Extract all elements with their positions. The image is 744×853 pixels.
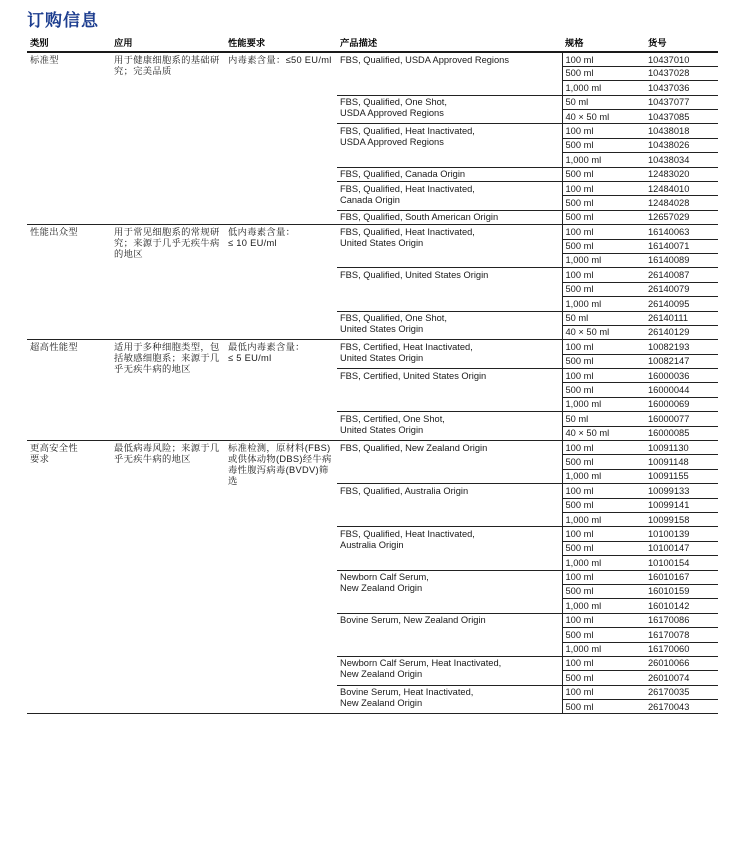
catalog-number: 26140079 xyxy=(645,282,718,296)
header-application: 应用 xyxy=(111,37,225,52)
catalog-number: 10437077 xyxy=(645,95,718,109)
table-header-row xyxy=(27,37,718,52)
category-application: 用于健康细胞系的基础研究；完美品质 xyxy=(111,52,225,225)
catalog-number: 10091130 xyxy=(645,441,718,455)
catalog-number: 26140129 xyxy=(645,325,718,339)
catalog-number: 16170078 xyxy=(645,628,718,642)
product-size: 500 ml xyxy=(562,282,645,296)
table-row xyxy=(27,225,718,239)
product-size: 500 ml xyxy=(562,455,645,469)
header-catalog-number: 货号 xyxy=(645,37,718,52)
product-size: 100 ml xyxy=(562,182,645,196)
product-description: FBS, Qualified, Canada Origin xyxy=(337,167,562,181)
product-size: 500 ml xyxy=(562,383,645,397)
product-size: 1,000 ml xyxy=(562,599,645,613)
catalog-number: 10437085 xyxy=(645,110,718,124)
catalog-number: 16010167 xyxy=(645,570,718,584)
catalog-number: 10100147 xyxy=(645,541,718,555)
product-size: 500 ml xyxy=(562,66,645,80)
catalog-number: 26170043 xyxy=(645,700,718,714)
product-size: 40 × 50 ml xyxy=(562,325,645,339)
catalog-number: 10099158 xyxy=(645,513,718,527)
category-requirement: 最低内毒素含量： ≤ 5 EU/ml xyxy=(225,340,337,441)
catalog-number: 10100154 xyxy=(645,556,718,570)
catalog-number: 10438026 xyxy=(645,138,718,152)
category-name: 超高性能型 xyxy=(27,340,111,441)
category-application: 最低病毒风险；来源于几乎无疾牛病的地区 xyxy=(111,441,225,714)
product-size: 500 ml xyxy=(562,584,645,598)
header-description: 产品描述 xyxy=(337,37,562,52)
product-size: 1,000 ml xyxy=(562,297,645,311)
category-requirement: 标准检测，原材料(FBS)或供体动物(DBS)经牛病毒性腹泻病毒(BVDV)筛选 xyxy=(225,441,337,714)
product-size: 100 ml xyxy=(562,369,645,383)
catalog-number: 16000044 xyxy=(645,383,718,397)
catalog-number: 26010066 xyxy=(645,656,718,670)
page-title: 订购信息 xyxy=(27,11,99,31)
product-size: 1,000 ml xyxy=(562,81,645,95)
product-size: 50 ml xyxy=(562,412,645,426)
product-description: FBS, Qualified, Heat Inactivated, Australia Origin xyxy=(337,527,562,570)
table-body xyxy=(27,52,718,714)
product-size: 500 ml xyxy=(562,167,645,181)
catalog-number: 10437036 xyxy=(645,81,718,95)
catalog-number: 10099133 xyxy=(645,484,718,498)
product-size: 100 ml xyxy=(562,685,645,699)
product-size: 100 ml xyxy=(562,225,645,239)
catalog-number: 12657029 xyxy=(645,210,718,224)
catalog-number: 10437028 xyxy=(645,66,718,80)
catalog-number: 26140111 xyxy=(645,311,718,325)
catalog-number: 10099141 xyxy=(645,498,718,512)
catalog-number: 16140089 xyxy=(645,253,718,267)
catalog-number: 26140087 xyxy=(645,268,718,282)
catalog-number: 10091148 xyxy=(645,455,718,469)
product-description: FBS, Qualified, South American Origin xyxy=(337,210,562,224)
header-requirement: 性能要求 xyxy=(225,37,337,52)
product-size: 100 ml xyxy=(562,124,645,138)
product-description: Newborn Calf Serum, New Zealand Origin xyxy=(337,570,562,613)
category-name: 更高安全性 要求 xyxy=(27,441,111,714)
product-description: FBS, Certified, United States Origin xyxy=(337,369,562,412)
product-description: FBS, Qualified, United States Origin xyxy=(337,268,562,311)
product-size: 500 ml xyxy=(562,700,645,714)
product-description: Newborn Calf Serum, Heat Inactivated, New Zealand Origin xyxy=(337,656,562,685)
product-description: FBS, Qualified, Heat Inactivated, United States Origin xyxy=(337,225,562,268)
product-size: 100 ml xyxy=(562,52,645,66)
catalog-number: 16000069 xyxy=(645,397,718,411)
product-size: 40 × 50 ml xyxy=(562,426,645,440)
product-description: FBS, Qualified, Australia Origin xyxy=(337,484,562,527)
product-size: 100 ml xyxy=(562,268,645,282)
product-size: 500 ml xyxy=(562,354,645,368)
category-application: 适用于多种细胞类型，包括敏感细胞系；来源于几乎无疾牛病的地区 xyxy=(111,340,225,441)
catalog-number: 16140063 xyxy=(645,225,718,239)
product-description: FBS, Qualified, Heat Inactivated, USDA Approved Regions xyxy=(337,124,562,167)
catalog-number: 16170060 xyxy=(645,642,718,656)
product-size: 1,000 ml xyxy=(562,513,645,527)
catalog-number: 10091155 xyxy=(645,469,718,483)
product-size: 500 ml xyxy=(562,671,645,685)
catalog-number: 16000036 xyxy=(645,369,718,383)
product-size: 100 ml xyxy=(562,527,645,541)
catalog-number: 16010142 xyxy=(645,599,718,613)
table-row xyxy=(27,340,718,354)
catalog-number: 10082193 xyxy=(645,340,718,354)
product-size: 500 ml xyxy=(562,138,645,152)
product-size: 1,000 ml xyxy=(562,397,645,411)
product-size: 100 ml xyxy=(562,656,645,670)
product-size: 100 ml xyxy=(562,340,645,354)
product-size: 1,000 ml xyxy=(562,556,645,570)
product-size: 50 ml xyxy=(562,311,645,325)
product-size: 500 ml xyxy=(562,196,645,210)
product-description: FBS, Certified, One Shot, United States Origin xyxy=(337,412,562,441)
header-category: 类别 xyxy=(27,37,111,52)
catalog-number: 26010074 xyxy=(645,671,718,685)
product-size: 50 ml xyxy=(562,95,645,109)
product-size: 1,000 ml xyxy=(562,153,645,167)
product-description: Bovine Serum, New Zealand Origin xyxy=(337,613,562,656)
category-application: 用于常见细胞系的常规研究；来源于几乎无疾牛病的地区 xyxy=(111,225,225,340)
product-description: FBS, Qualified, One Shot, United States Origin xyxy=(337,311,562,340)
product-description: FBS, Qualified, New Zealand Origin xyxy=(337,441,562,484)
product-size: 100 ml xyxy=(562,570,645,584)
product-size: 100 ml xyxy=(562,484,645,498)
category-requirement: 低内毒素含量： ≤ 10 EU/ml xyxy=(225,225,337,340)
catalog-number: 10082147 xyxy=(645,354,718,368)
product-description: Bovine Serum, Heat Inactivated, New Zealand Origin xyxy=(337,685,562,714)
table-row xyxy=(27,441,718,455)
catalog-number: 12484010 xyxy=(645,182,718,196)
catalog-number: 10100139 xyxy=(645,527,718,541)
catalog-number: 16000085 xyxy=(645,426,718,440)
catalog-number: 12484028 xyxy=(645,196,718,210)
catalog-number: 16000077 xyxy=(645,412,718,426)
product-size: 500 ml xyxy=(562,541,645,555)
catalog-number: 10437010 xyxy=(645,52,718,66)
category-name: 标准型 xyxy=(27,52,111,225)
product-size: 1,000 ml xyxy=(562,469,645,483)
catalog-number: 26140095 xyxy=(645,297,718,311)
catalog-number: 16170086 xyxy=(645,613,718,627)
product-description: FBS, Qualified, Heat Inactivated, Canada Origin xyxy=(337,182,562,211)
catalog-number: 10438018 xyxy=(645,124,718,138)
product-size: 40 × 50 ml xyxy=(562,110,645,124)
ordering-table xyxy=(27,37,718,714)
product-description: FBS, Qualified, One Shot, USDA Approved Regions xyxy=(337,95,562,124)
product-size: 500 ml xyxy=(562,210,645,224)
catalog-number: 16010159 xyxy=(645,584,718,598)
catalog-number: 10438034 xyxy=(645,153,718,167)
catalog-number: 12483020 xyxy=(645,167,718,181)
product-size: 500 ml xyxy=(562,239,645,253)
product-size: 100 ml xyxy=(562,441,645,455)
catalog-number: 16140071 xyxy=(645,239,718,253)
product-description: FBS, Qualified, USDA Approved Regions xyxy=(337,52,562,95)
product-size: 1,000 ml xyxy=(562,642,645,656)
category-name: 性能出众型 xyxy=(27,225,111,340)
table-row xyxy=(27,52,718,66)
product-size: 500 ml xyxy=(562,498,645,512)
header-size: 规格 xyxy=(562,37,645,52)
product-size: 100 ml xyxy=(562,613,645,627)
product-size: 1,000 ml xyxy=(562,253,645,267)
category-requirement: 内毒素含量：≤50 EU/ml xyxy=(225,52,337,225)
product-description: FBS, Certified, Heat Inactivated, United States Origin xyxy=(337,340,562,369)
catalog-number: 26170035 xyxy=(645,685,718,699)
product-size: 500 ml xyxy=(562,628,645,642)
